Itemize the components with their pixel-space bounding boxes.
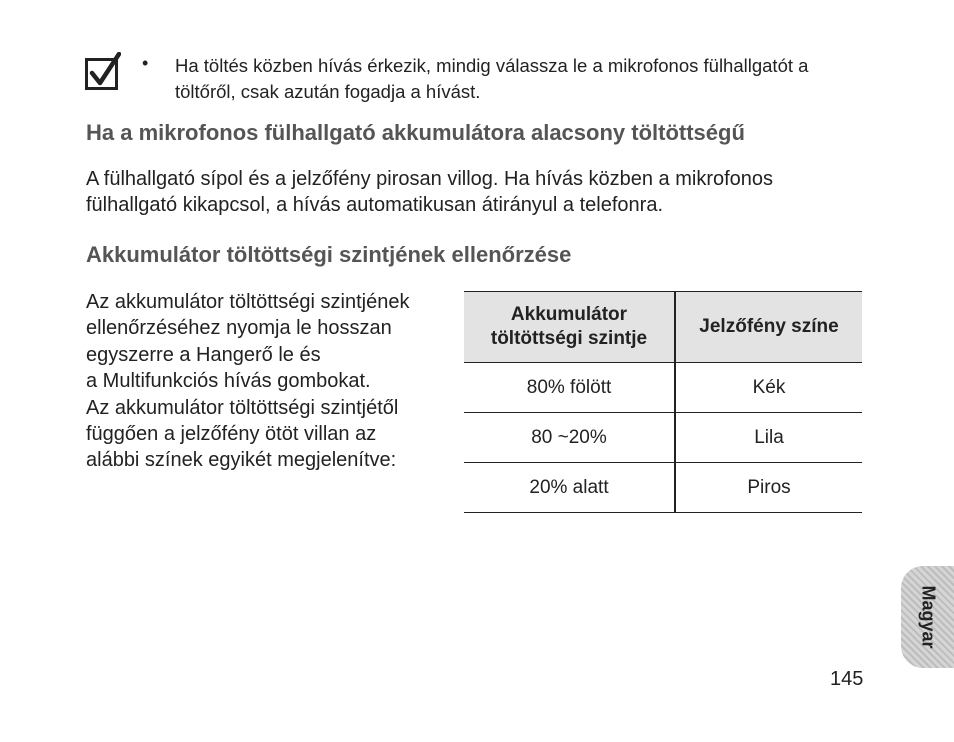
column-header-level: Akkumulátor töltöttségi szintje xyxy=(464,292,675,363)
language-tab xyxy=(901,566,954,668)
table-cell-color: Piros xyxy=(675,463,862,513)
table-cell-level: 20% alatt xyxy=(464,463,675,513)
battery-level-table xyxy=(464,291,862,513)
paragraph-line: a Multifunkciós hívás gombokat. xyxy=(86,370,371,393)
note-text: Ha töltés közben hívás érkezik, mindig válassza le a mikrofonos fülhallgatót a töltőről, csak azután fogadja a hívást. xyxy=(175,55,809,102)
battery-check-heading: Akkumulátor töltöttségi szintjének ellenőrzése xyxy=(86,242,572,267)
paragraph-line: alábbi színek egyikét megjelenítve: xyxy=(86,449,397,472)
table-cell-color: Lila xyxy=(675,413,862,463)
table-row xyxy=(464,363,862,413)
table-row xyxy=(464,413,862,463)
language-tab-label: Magyar xyxy=(918,585,938,649)
paragraph-line: Az akkumulátor töltöttségi szintjének xyxy=(86,291,410,313)
paragraph-line: függően a jelzőfény ötöt villan az xyxy=(86,423,377,446)
low-battery-heading: Ha a mikrofonos fülhallgató akkumulátora alacsony töltöttségű xyxy=(86,120,745,145)
note-bullet: • xyxy=(142,53,149,73)
battery-check-paragraph xyxy=(86,289,456,474)
column-header-color: Jelzőfény színe xyxy=(675,292,862,363)
page-number: 145 xyxy=(830,668,864,690)
table-cell-color: Kék xyxy=(675,363,862,413)
table-header-row xyxy=(464,292,862,363)
table-cell-level: 80% fölött xyxy=(464,363,675,413)
checkbox-check-icon xyxy=(85,52,121,90)
table-cell-level: 80 ~20% xyxy=(464,413,675,463)
table-row xyxy=(464,463,862,513)
paragraph-line: ellenőrzéséhez nyomja le hosszan xyxy=(86,317,392,340)
paragraph-line: Az akkumulátor töltöttségi szintjétől xyxy=(86,396,399,419)
paragraph-line: egyszerre a Hangerő le és xyxy=(86,343,321,366)
low-battery-paragraph: A fülhallgató sípol és a jelzőfény pirosan villog. Ha hívás közben a mikrofonos fülhallgató kikapcsol, a hívás automatikusan átirányul a telefonra. xyxy=(86,168,774,216)
